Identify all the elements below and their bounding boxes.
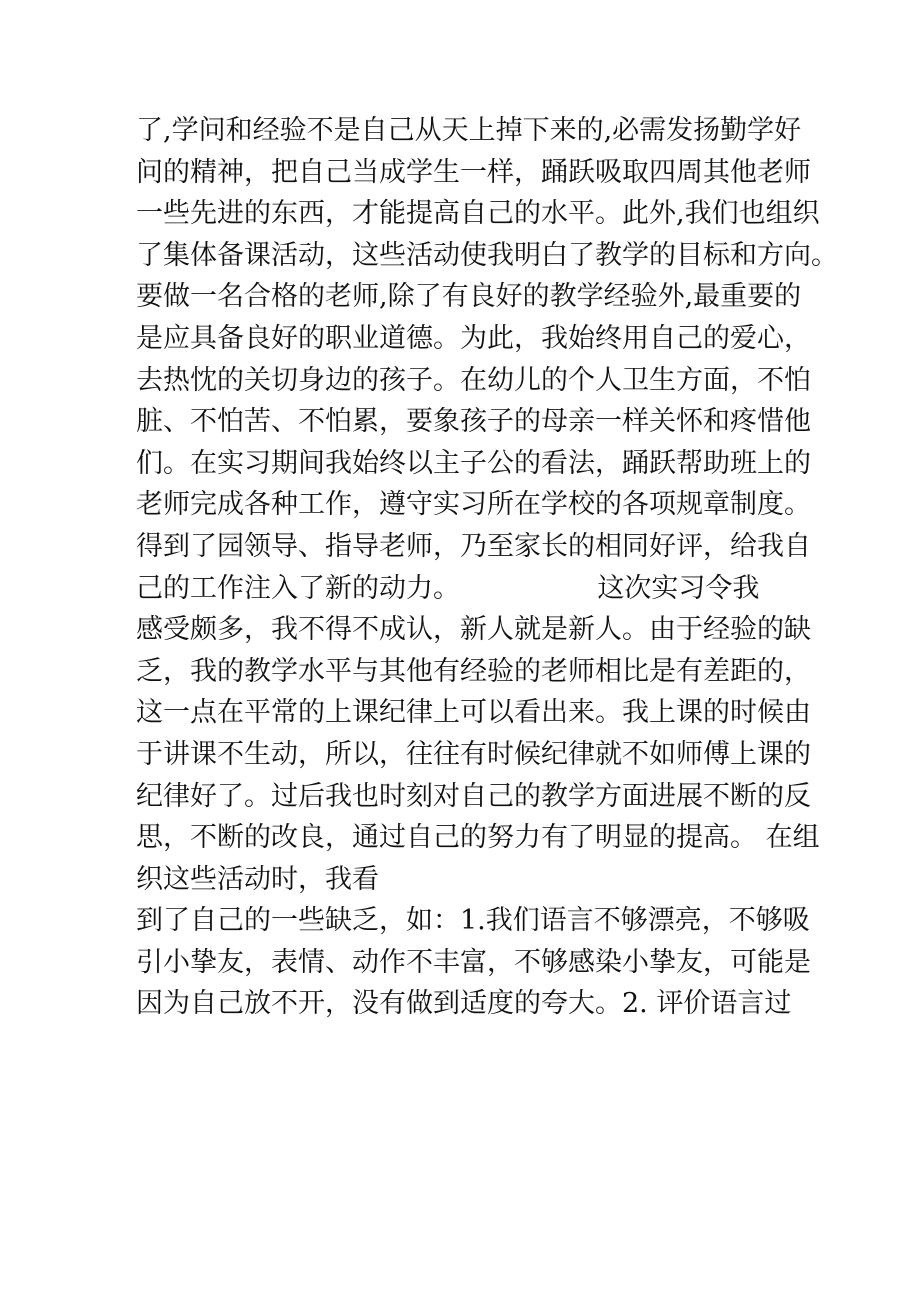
- text-line: 这一点在平常的上课纪律上可以看出来。我上课的时候由: [136, 697, 811, 729]
- text-line: 脏、不怕苦、不怕累，要象孩子的母亲一样关怀和疼惜他: [136, 406, 811, 438]
- text-line: 一些先进的东西，才能提高自己的水平。此外,我们也组织: [136, 198, 820, 230]
- text-line: 引小挚友，表情、动作不丰富，不够感染小挚友，可能是: [136, 946, 811, 978]
- text-line: 了集体备课活动，这些活动使我明白了教学的目标和方向。: [136, 239, 838, 271]
- text-line: 于讲课不生动，所以，往往有时候纪律就不如师傅上课的: [136, 738, 811, 770]
- text-line: 问的精神，把自己当成学生一样，踊跃吸取四周其他老师: [136, 156, 811, 188]
- text-line: 织这些活动时，我看: [136, 863, 379, 895]
- text-line: 因为自己放不开，没有做到适度的夸大。2. 评价语言过: [136, 988, 792, 1020]
- text-line: 思，不断的改良，通过自己的努力有了明显的提高。 在组: [136, 822, 820, 854]
- text-line: 们。在实习期间我始终以主子公的看法，踊跃帮助班上的: [136, 447, 811, 479]
- text-line: 纪律好了。过后我也时刻对自己的教学方面进展不断的反: [136, 780, 811, 812]
- text-line: 到了自己的一些缺乏，如：1.我们语言不够漂亮，不够吸: [136, 905, 810, 937]
- text-line: 乏，我的教学水平与其他有经验的老师相比是有差距的，: [136, 655, 811, 687]
- text-line: 了,学问和经验不是自己从天上掉下来的,必需发扬勤学好: [136, 115, 802, 146]
- text-line: 得到了园领导、指导老师，乃至家长的相同好评，给我自: [136, 530, 811, 562]
- text-line: 去热忱的关切身边的孩子。在幼儿的个人卫生方面，不怕: [136, 364, 811, 396]
- text-line: 老师完成各种工作，遵守实习所在学校的各项规章制度。: [136, 489, 811, 521]
- body-text: [136, 110, 838, 1025]
- text-line: 要做一名合格的老师,除了有良好的教学经验外,最重要的: [136, 281, 802, 313]
- text-line: 感受颇多，我不得不成认，新人就是新人。由于经验的缺: [136, 614, 811, 646]
- text-line: 是应具备良好的职业道德。为此，我始终用自己的爱心，: [136, 322, 811, 354]
- text-line: 己的工作注入了新的动力。 这次实习令我: [136, 572, 760, 604]
